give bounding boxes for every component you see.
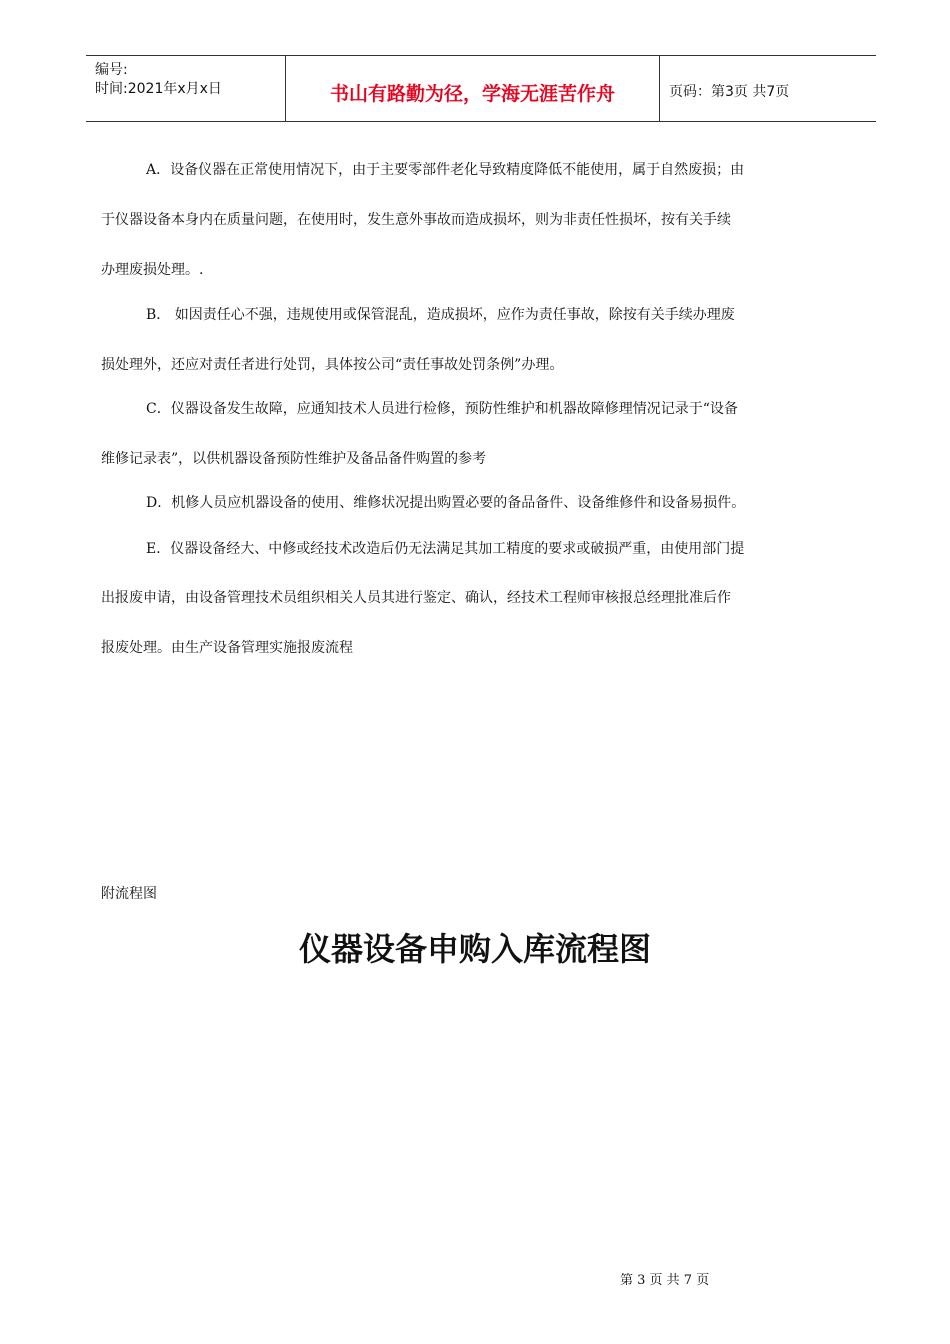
body-line: 维修记录表”，以供机器设备预防性维护及备品备件购置的参考 [101, 451, 487, 467]
body-line: D．机修人员应机器设备的使用、维修状况提出购置必要的备品备件、设备维修件和设备易损件。 [146, 495, 746, 511]
body-line: B． 如因责任心不强，违规使用或保管混乱，造成损坏，应作为责任事故，除按有关手续办理废 [146, 307, 735, 323]
body-line: 出报废申请，由设备管理技术员组织相关人员其进行鉴定、确认，经技术工程师审核报总经理批准后作 [101, 590, 731, 606]
body-line: 报废处理。由生产设备管理实施报废流程 [101, 640, 353, 656]
body-line: 办理废损处理。. [101, 262, 204, 278]
header-page-info: 页码：第3页 共7页 [669, 84, 790, 100]
header-motto-cell [286, 56, 660, 121]
body-line: E．仪器设备经大、中修或经技术改造后仍无法满足其加工精度的要求或破损严重，由使用部门提 [146, 541, 745, 557]
page-footer: 第 3 页 共 7 页 [620, 1273, 710, 1288]
body-line: C．仪器设备发生故障，应通知技术人员进行检修，预防性维护和机器故障修理情况记录于“设备 [146, 401, 738, 417]
header-meta-cell [86, 56, 286, 121]
body-line: 损处理外，还应对责任者进行处罚，具体按公司“责任事故处罚条例”办理。 [101, 357, 564, 373]
body-line: A．设备仪器在正常使用情况下，由于主要零部件老化导致精度降低不能使用，属于自然废损；由 [146, 162, 745, 178]
flowchart-title: 仪器设备申购入库流程图 [298, 930, 651, 968]
page-header [86, 55, 876, 122]
header-page-cell [660, 56, 876, 121]
document-number-label: 编号: [95, 62, 128, 78]
header-motto: 书山有路勤为径，学海无涯苦作舟 [329, 83, 615, 105]
appendix-label: 附流程图 [101, 886, 157, 902]
body-line: 于仪器设备本身内在质量问题，在使用时，发生意外事故而造成损坏，则为非责任性损坏，按有关手续 [101, 212, 731, 228]
document-time-label: 时间:2021年x月x日 [95, 81, 222, 97]
